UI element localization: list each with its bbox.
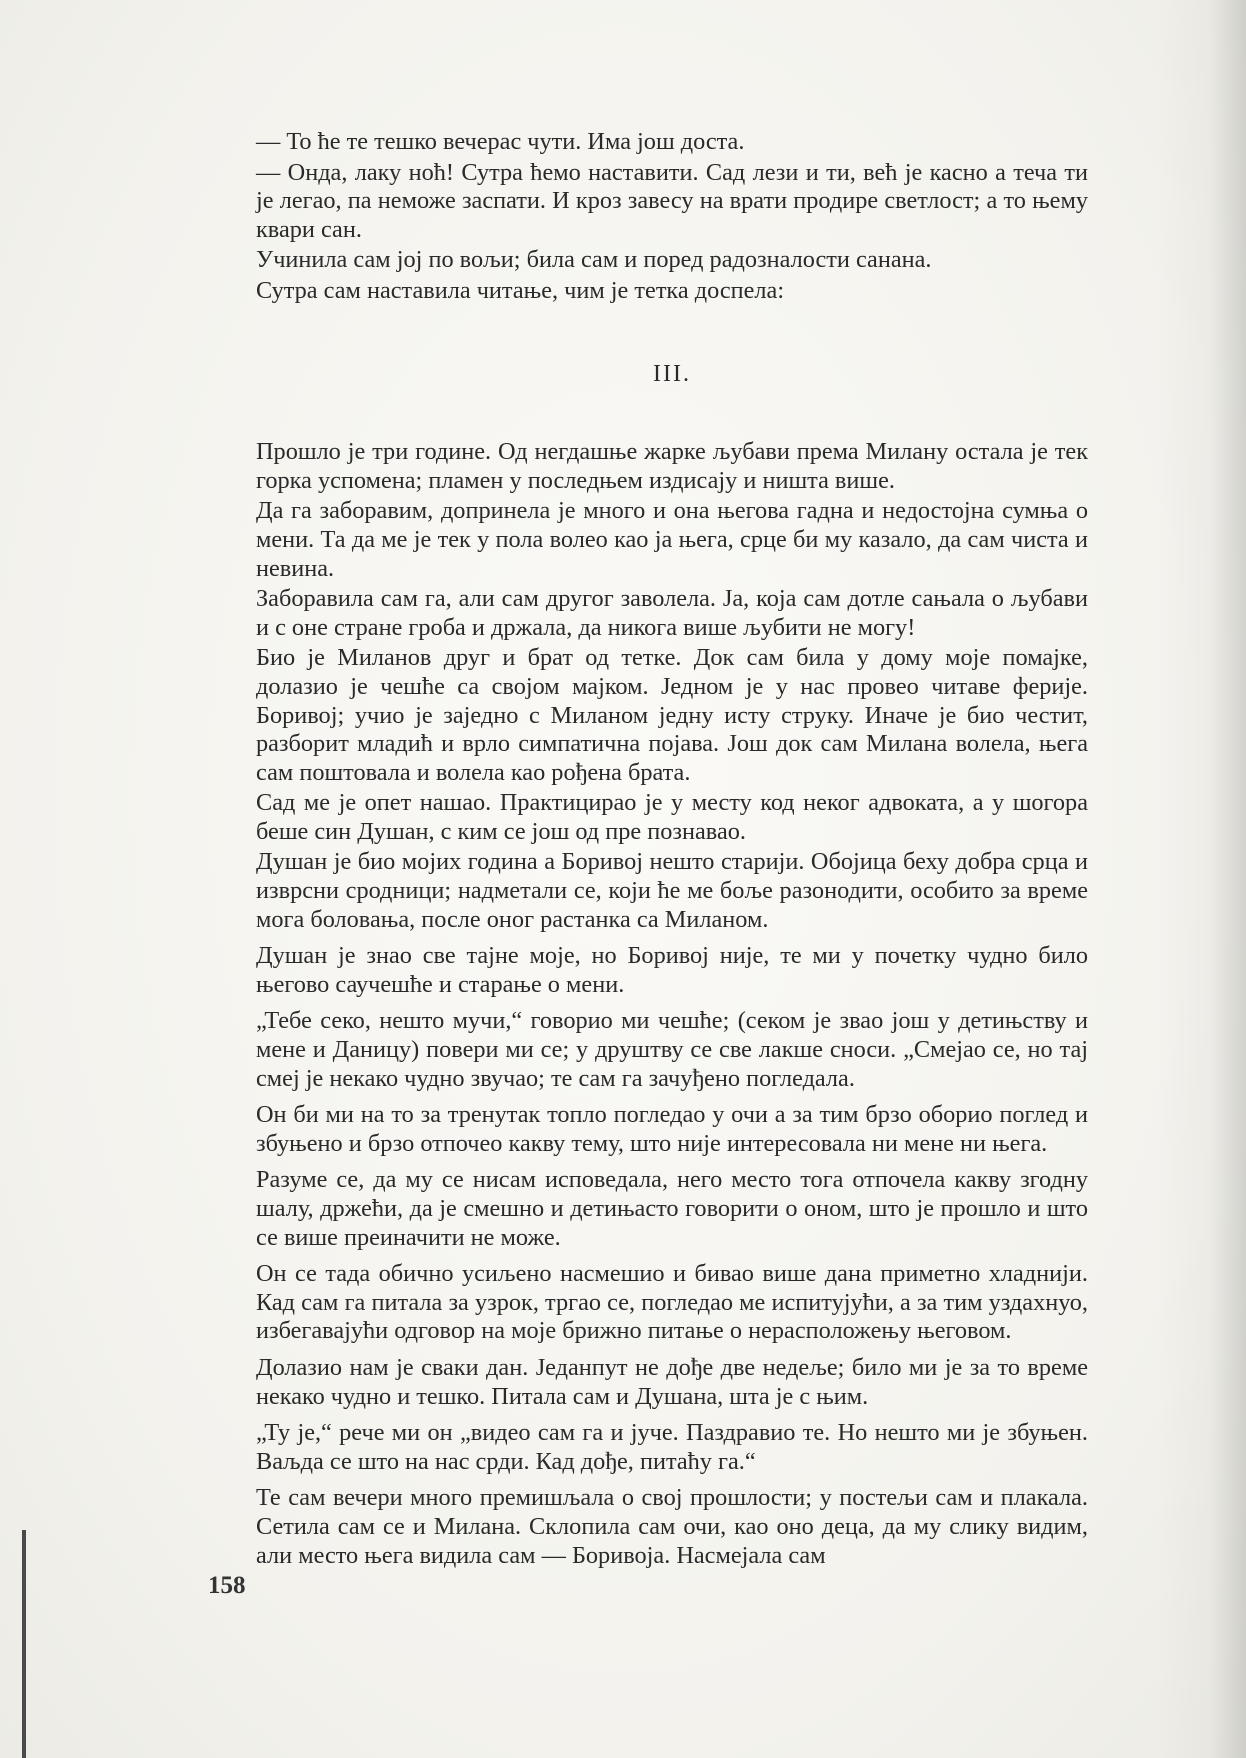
paragraph: — Онда, лаку ноћ! Сутра ћемо наставити. Сад лези и ти, већ је касно а теча ти је легао, па неможе заспати. И кроз завесу на врати продире светлост; а то њему квари сан.	[256, 158, 1088, 243]
paragraph: Био је Миланов друг и брат од тетке. Док сам била у дому моје помајке, долазио је чешће са својом мајком. Једном је у нас провео читаве ферије. Боривој; учио је заједно с Миланом једну исту струку. Иначе је био честит, разборит младић и врло симпатична појава. Још док сам Милана волела, њега сам поштовала и волела као рођена брата.	[256, 644, 1088, 786]
paragraph: Прошло је три године. Од негдашње жарке љубави према Милану остала је тек горка успомена; пламен у последњем издисају и ништа више.	[256, 438, 1088, 494]
paragraph: Сутра сам наставила читање, чим је тетка доспела:	[256, 276, 785, 304]
paragraph: Заборавила сам га, али сам другог заволела. Ја, која сам дотле сањала о љубави и с оне стране гроба и држала, да никога више љубити не могу!	[256, 585, 1088, 641]
paragraph: Те сам вечери много премишљала о свој прошлости; у постељи сам и плакала. Сетила сам се и Милана. Склопила сам очи, као оно деца, да му слику видим, али место њега видила сам — Боривоја. Насмејала сам	[256, 1484, 1088, 1569]
paragraph: Разуме се, да му се нисам исповедала, него место тога отпочела какву згодну шалу, држећи, да је смешно и детињасто говорити о оном, што је прошло и што се више преиначити не може.	[256, 1166, 1088, 1251]
paragraph: Учинила сам јој по вољи; била сам и поред радозналости санана.	[256, 246, 932, 274]
section-heading: III.	[653, 360, 691, 387]
binding-edge	[22, 1530, 26, 1758]
paragraph: — То ће те тешко вечерас чути. Има још доста.	[256, 128, 745, 155]
paragraph: Он би ми на то за тренутак топло погледао у очи а за тим брзо оборио поглед и збуњено и брзо отпочео какву тему, што није интересовала ни мене ни њега.	[256, 1101, 1088, 1157]
paragraph: Долазио нам је сваки дан. Једанпут не дође две недеље; било ми је за то време некако чудно и тешко. Питала сам и Душана, шта је с њим.	[256, 1353, 1088, 1410]
body-text	[256, 128, 1088, 1572]
page-edge-shadow	[1156, 0, 1246, 1758]
paragraph: Душан је знао све тајне моје, но Боривој није, те ми у почетку чудно било његово саучешће и старање о мени.	[256, 942, 1088, 998]
page-number: 158	[208, 1572, 246, 1599]
paragraph: „Ту је,“ рече ми он „видео сам га и јуче. Паздравио те. Но нешто ми је збуњен. Ваљда се што на нас срди. Кад дође, питаћу га.“	[256, 1419, 1088, 1475]
paragraph: Сад ме је опет нашао. Практицирао је у месту код неког адвоката, а у шогора беше син Душан, с ким се још од пре познавао.	[256, 789, 1088, 845]
paragraph: Душан је био мојих година а Боривој нешто старији. Обојица беху добра срца и изврсни сродници; надметали се, који ће ме боље разонодити, особито за време мога боловања, после оног растанка са Миланом.	[256, 848, 1088, 933]
paragraph: „Тебе секо, нешто мучи,“ говорио ми чешће; (секом је звао још у детињству и мене и Даницу) повери ми се; у друштву се све лакше сноси. „Смејао се, но тај смеј је некако чудно звучао; те сам га зачуђено погледала.	[256, 1007, 1088, 1092]
paragraph: Он се тада обично усиљено насмешио и бивао више дана приметно хладнији. Кад сам га питала за узрок, тргао се, погледао ме испитујући, а за тим уздахнуо, избегавајући одговор на моје брижно питање о нерасположењу његовом.	[256, 1260, 1088, 1345]
paragraph: Да га заборавим, допринела је много и она његова гадна и недостојна сумња о мени. Та да ме је тек у пола волео као ја њега, срце би му казало, да сам чиста и невина.	[256, 497, 1088, 582]
